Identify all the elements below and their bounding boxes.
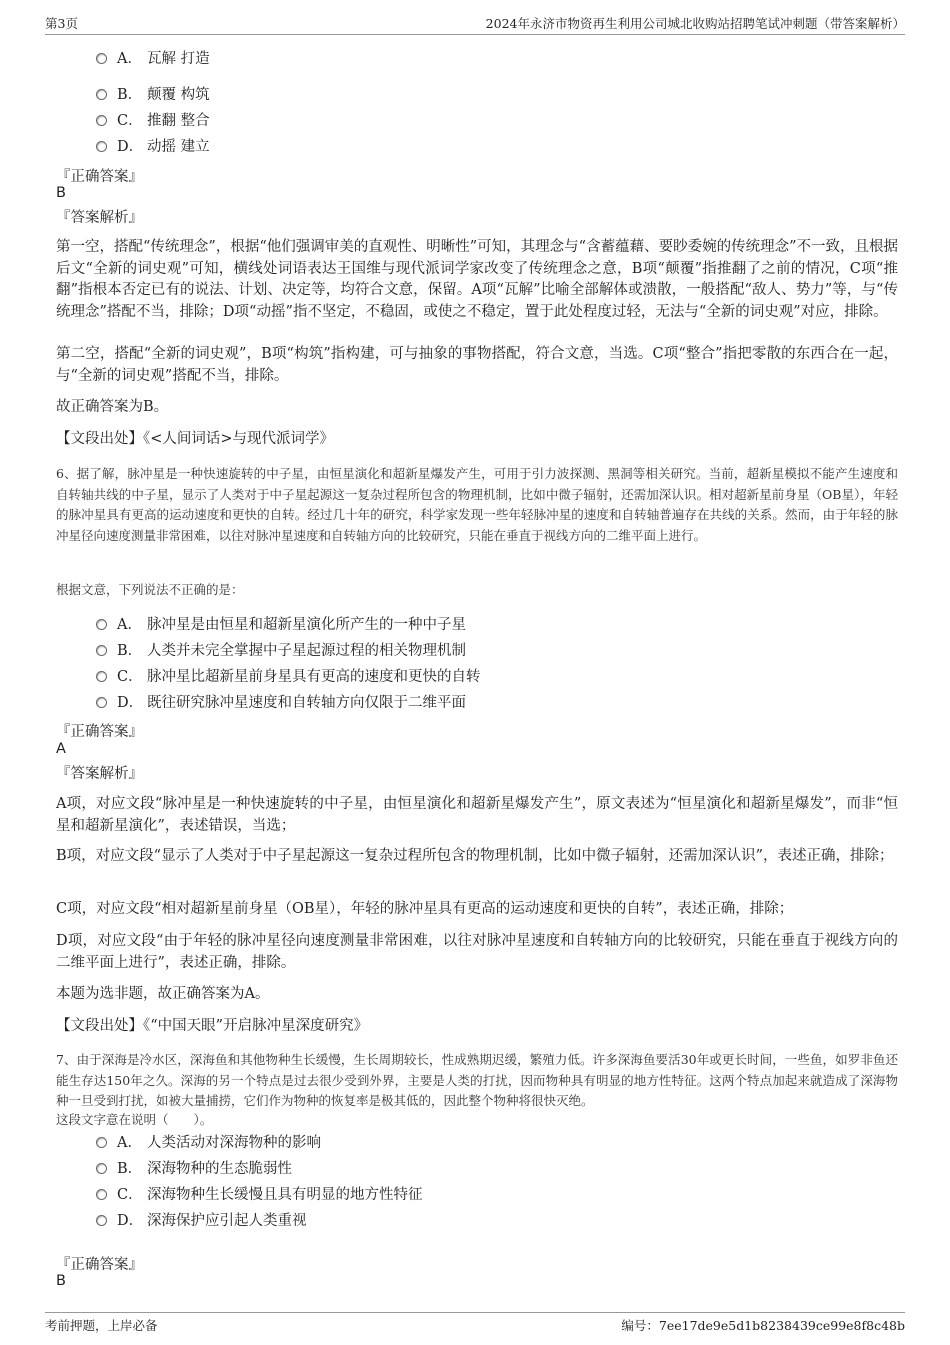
q6-option-b[interactable]: B． 人类并未完全掌握中子星起源过程的相关物理机制 — [96, 641, 466, 661]
radio-icon[interactable] — [96, 671, 107, 682]
q7-stem: 7、由于深海是冷水区，深海鱼和其他物种生长缓慢，生长周期较长，性成熟期迟缓，繁殖力低。许多深海鱼要活30年或更长时间，一些鱼，如罗非鱼还能生存达150年之久。深海的另一个特点是过去很少受到外界，主要是人类的打扰，因而物种具有明显的地方性特征。这两个特点加起来就造成了深海物种一旦受到打扰，如被大量捕捞，它们作为物种的恢复率是极其低的，因此整个物种将很快灭绝。 — [56, 1052, 898, 1108]
q6-analysis-para-5: 本题为选非题，故正确答案为A。 — [56, 986, 270, 1002]
radio-icon[interactable] — [96, 619, 107, 630]
q6-analysis-para-1: A项，对应文段“脉冲星是一种快速旋转的中子星，由恒星演化和超新星爆发产生”，原文表述为“恒星演化和超新星爆发”，而非“恒星和超新星演化”，表述错误，当选； — [56, 796, 898, 834]
radio-icon[interactable] — [96, 1215, 107, 1226]
page-number: 第3页 — [45, 16, 78, 31]
q7-answer-label: 『正确答案』 — [56, 1257, 143, 1273]
q6-analysis-para-4: D项，对应文段“由于年轻的脉冲星径向速度测量非常困难，以往对脉冲星速度和自转轴方向的比较研究，只能在垂直于视线方向的二维平面上进行”，表述正确，排除。 — [56, 933, 898, 971]
page-header — [45, 14, 905, 35]
radio-icon[interactable] — [96, 1163, 107, 1174]
radio-icon[interactable] — [96, 1137, 107, 1148]
q6-source: 【文段出处】《“中国天眼”开启脉冲星深度研究》 — [56, 1018, 369, 1034]
radio-icon[interactable] — [96, 89, 107, 100]
q6-question: 根据文意，下列说法不正确的是： — [56, 582, 244, 597]
q6-stem: 6、据了解，脉冲星是一种快速旋转的中子星，由恒星演化和超新星爆发产生，可用于引力波探测、黑洞等相关研究。当前，超新星模拟不能产生速度和自转轴共线的中子星，显示了人类对于中子星起源这一复杂过程所包含的物理机制，比如中微子辐射，还需加深认识。相对超新星前身星（OB星），年轻的脉冲星具有更高的运动速度和更快的自转。经过几十年的研究，科学家发现一些年轻脉冲星的速度和自转轴普遍存在共线的关系。然而，由于年轻的脉冲星径向速度测量非常困难，以往对脉冲星速度和自转轴方向的比较研究，只能在垂直于视线方向的二维平面上进行。 — [56, 466, 898, 543]
q7-option-c[interactable]: C． 深海物种生长缓慢且具有明显的地方性特征 — [96, 1185, 423, 1205]
q6-option-d[interactable]: D． 既往研究脉冲星速度和自转轴方向仅限于二维平面 — [96, 693, 466, 713]
q5-option-c[interactable]: C． 推翻 整合 — [96, 111, 210, 131]
q6-answer: A — [56, 741, 66, 757]
q6-option-a[interactable]: A． 脉冲星是由恒星和超新星演化所产生的一种中子星 — [96, 615, 466, 635]
radio-icon[interactable] — [96, 115, 107, 126]
document-id: 编号：7ee17de9e5d1b8238439ce99e8f8c48b — [621, 1318, 905, 1333]
q7-option-d[interactable]: D． 深海保护应引起人类重视 — [96, 1211, 307, 1231]
page-footer — [45, 1312, 905, 1337]
q5-analysis-para-2: 第二空，搭配“全新的词史观”，B项“构筑”指构建，可与抽象的事物搭配，符合文意，当选。C项“整合”指把零散的东西合在一起，与“全新的词史观”搭配不当，排除。 — [56, 346, 898, 384]
q7-answer: B — [56, 1273, 66, 1289]
q6-analysis-label: 『答案解析』 — [56, 766, 143, 782]
q5-option-a[interactable]: A． 瓦解 打造 — [96, 49, 210, 69]
q6-option-c[interactable]: C． 脉冲星比超新星前身星具有更高的速度和更快的自转 — [96, 667, 481, 687]
radio-icon[interactable] — [96, 1189, 107, 1200]
radio-icon[interactable] — [96, 645, 107, 656]
radio-icon[interactable] — [96, 697, 107, 708]
document-title: 2024年永济市物资再生利用公司城北收购站招聘笔试冲刺题（带答案解析） — [485, 16, 905, 31]
q5-analysis-para-3: 故正确答案为B。 — [56, 399, 169, 415]
q5-answer-label: 『正确答案』 — [56, 169, 143, 185]
q6-answer-label: 『正确答案』 — [56, 724, 143, 740]
q7-option-b[interactable]: B． 深海物种的生态脆弱性 — [96, 1159, 292, 1179]
q5-analysis-para-1: 第一空，搭配“传统理念”，根据“他们强调审美的直观性、明晰性”可知，其理念与“含蓄蕴藉、要眇委婉的传统理念”不一致，且根据后文“全新的词史观”可知，横线处词语表达王国维与现代派词学家改变了传统理念之意，B项“颠覆”指推翻了之前的情况，C项“推翻”指根本否定已有的说法、计划、决定等，均符合文意，保留。A项“瓦解”比喻全部解体或溃散，一般搭配“敌人、势力”等，与“传统理念”搭配不当，排除；D项“动摇”指不坚定，不稳固，或使之不稳定，置于此处程度过轻，无法与“全新的词史观”对应，排除。 — [56, 239, 898, 320]
q7-question: 这段文字意在说明（ ）。 — [56, 1112, 213, 1127]
q6-analysis-para-3: C项，对应文段“相对超新星前身星（OB星），年轻的脉冲星具有更高的运动速度和更快的自转”，表述正确，排除； — [56, 901, 794, 917]
q5-option-b[interactable]: B． 颠覆 构筑 — [96, 85, 210, 105]
q5-option-d[interactable]: D． 动摇 建立 — [96, 137, 210, 157]
q5-analysis-label: 『答案解析』 — [56, 210, 143, 226]
q7-option-a[interactable]: A． 人类活动对深海物种的影响 — [96, 1133, 321, 1153]
radio-icon[interactable] — [96, 53, 107, 64]
footer-slogan: 考前押题，上岸必备 — [45, 1318, 158, 1333]
radio-icon[interactable] — [96, 141, 107, 152]
q5-source: 【文段出处】《<人间词话>与现代派词学》 — [56, 431, 335, 447]
q5-answer: B — [56, 185, 66, 201]
q6-analysis-para-2: B项，对应文段“显示了人类对于中子星起源这一复杂过程所包含的物理机制，比如中微子辐射，还需加深认识”，表述正确，排除； — [56, 848, 894, 864]
